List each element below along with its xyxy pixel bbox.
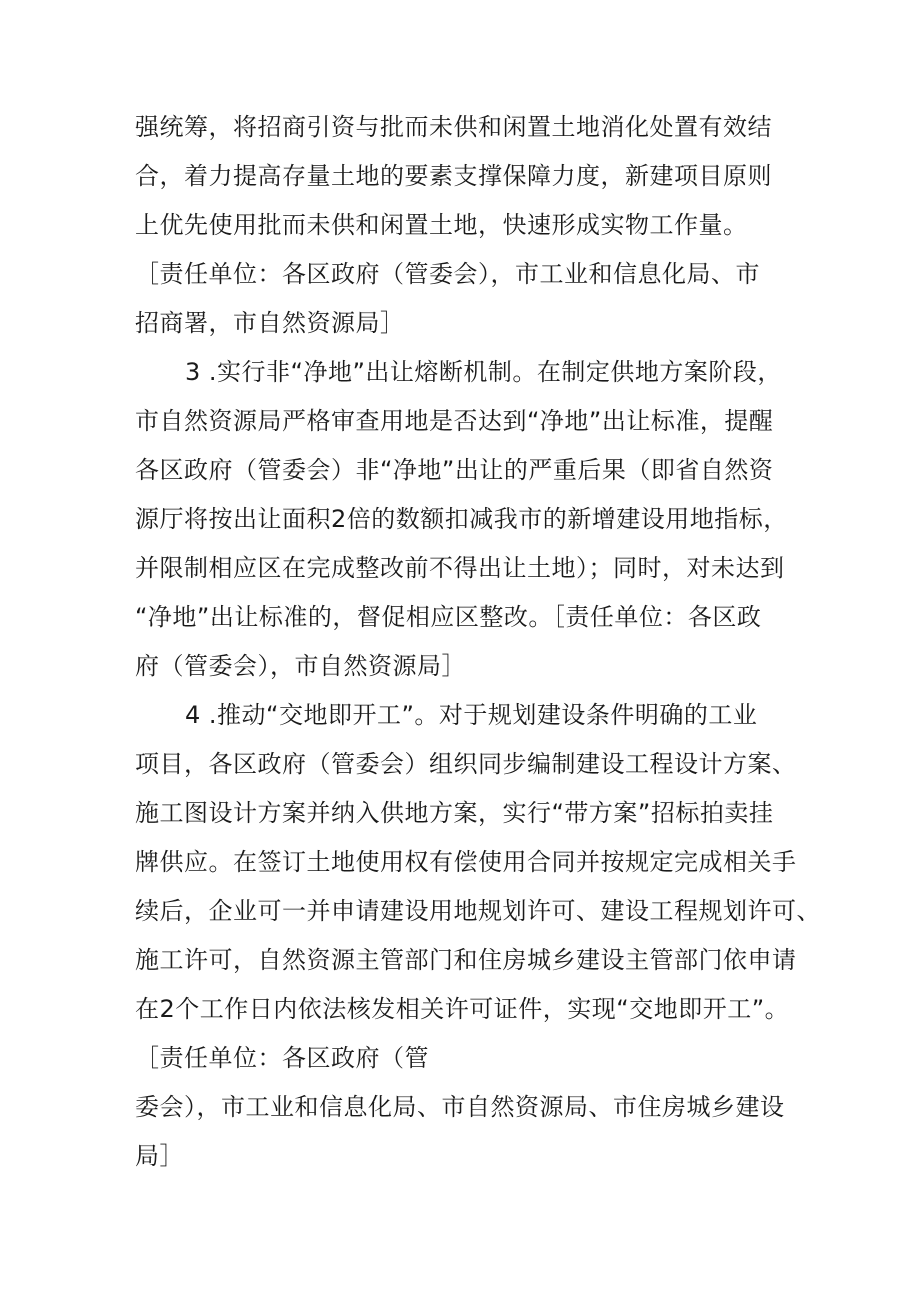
text-line: 源厅将按出让面积2倍的数额扣减我市的新增建设用地指标， bbox=[135, 505, 788, 533]
text-line: “净地”出让标准的，督促相应区整改。［责任单位：各区政 bbox=[135, 603, 762, 631]
text-line: 在2个工作日内依法核发相关许可证件，实现“交地即开工”。 bbox=[135, 995, 790, 1023]
paragraph-3-first-line: 3 .实行非“净地”出让熔断机制。在制定供地方案阶段， bbox=[185, 358, 782, 386]
text-line: 市自然资源局严格审查用地是否达到“净地”出让标准，提醒 bbox=[135, 407, 774, 435]
text-line: 局］ bbox=[135, 1142, 184, 1170]
text-line: 续后，企业可一并申请建设用地规划许可、建设工程规划许可、 bbox=[135, 897, 821, 925]
text-line: 合，着力提高存量土地的要素支撑保障力度，新建项目原则 bbox=[135, 162, 772, 190]
text-line: 并限制相应区在完成整改前不得出让土地）；同时，对未达到 bbox=[135, 554, 785, 582]
text-line: ［责任单位：各区政府（管委会），市工业和信息化局、市 bbox=[135, 260, 760, 288]
text-line: 施工图设计方案并纳入供地方案，实行“带方案”招标拍卖挂 bbox=[135, 799, 774, 827]
paragraph-4-first-line: 4 .推动“交地即开工”。对于规划建设条件明确的工业 bbox=[185, 701, 758, 729]
text-line: 上优先使用批而未供和闲置土地，快速形成实物工作量。 bbox=[135, 211, 748, 239]
text-line: 各区政府（管委会）非“净地”出让的严重后果（即省自然资 bbox=[135, 456, 774, 484]
text-line: ［责任单位：各区政府（管 bbox=[135, 1044, 429, 1072]
text-line: 府（管委会），市自然资源局］ bbox=[135, 652, 466, 680]
text-line: 施工许可，自然资源主管部门和住房城乡建设主管部门依申请 bbox=[135, 946, 797, 974]
text-line: 牌供应。在签订土地使用权有偿使用合同并按规定完成相关手 bbox=[135, 848, 797, 876]
text-line: 强统筹，将招商引资与批而未供和闲置土地消化处置有效结 bbox=[135, 113, 772, 141]
text-line: 项目，各区政府（管委会）组织同步编制建设工程设计方案、 bbox=[135, 750, 797, 778]
text-line: 委会），市工业和信息化局、市自然资源局、市住房城乡建设 bbox=[135, 1093, 785, 1121]
document-body bbox=[135, 103, 821, 1181]
text-line: 招商署，市自然资源局］ bbox=[135, 309, 405, 337]
